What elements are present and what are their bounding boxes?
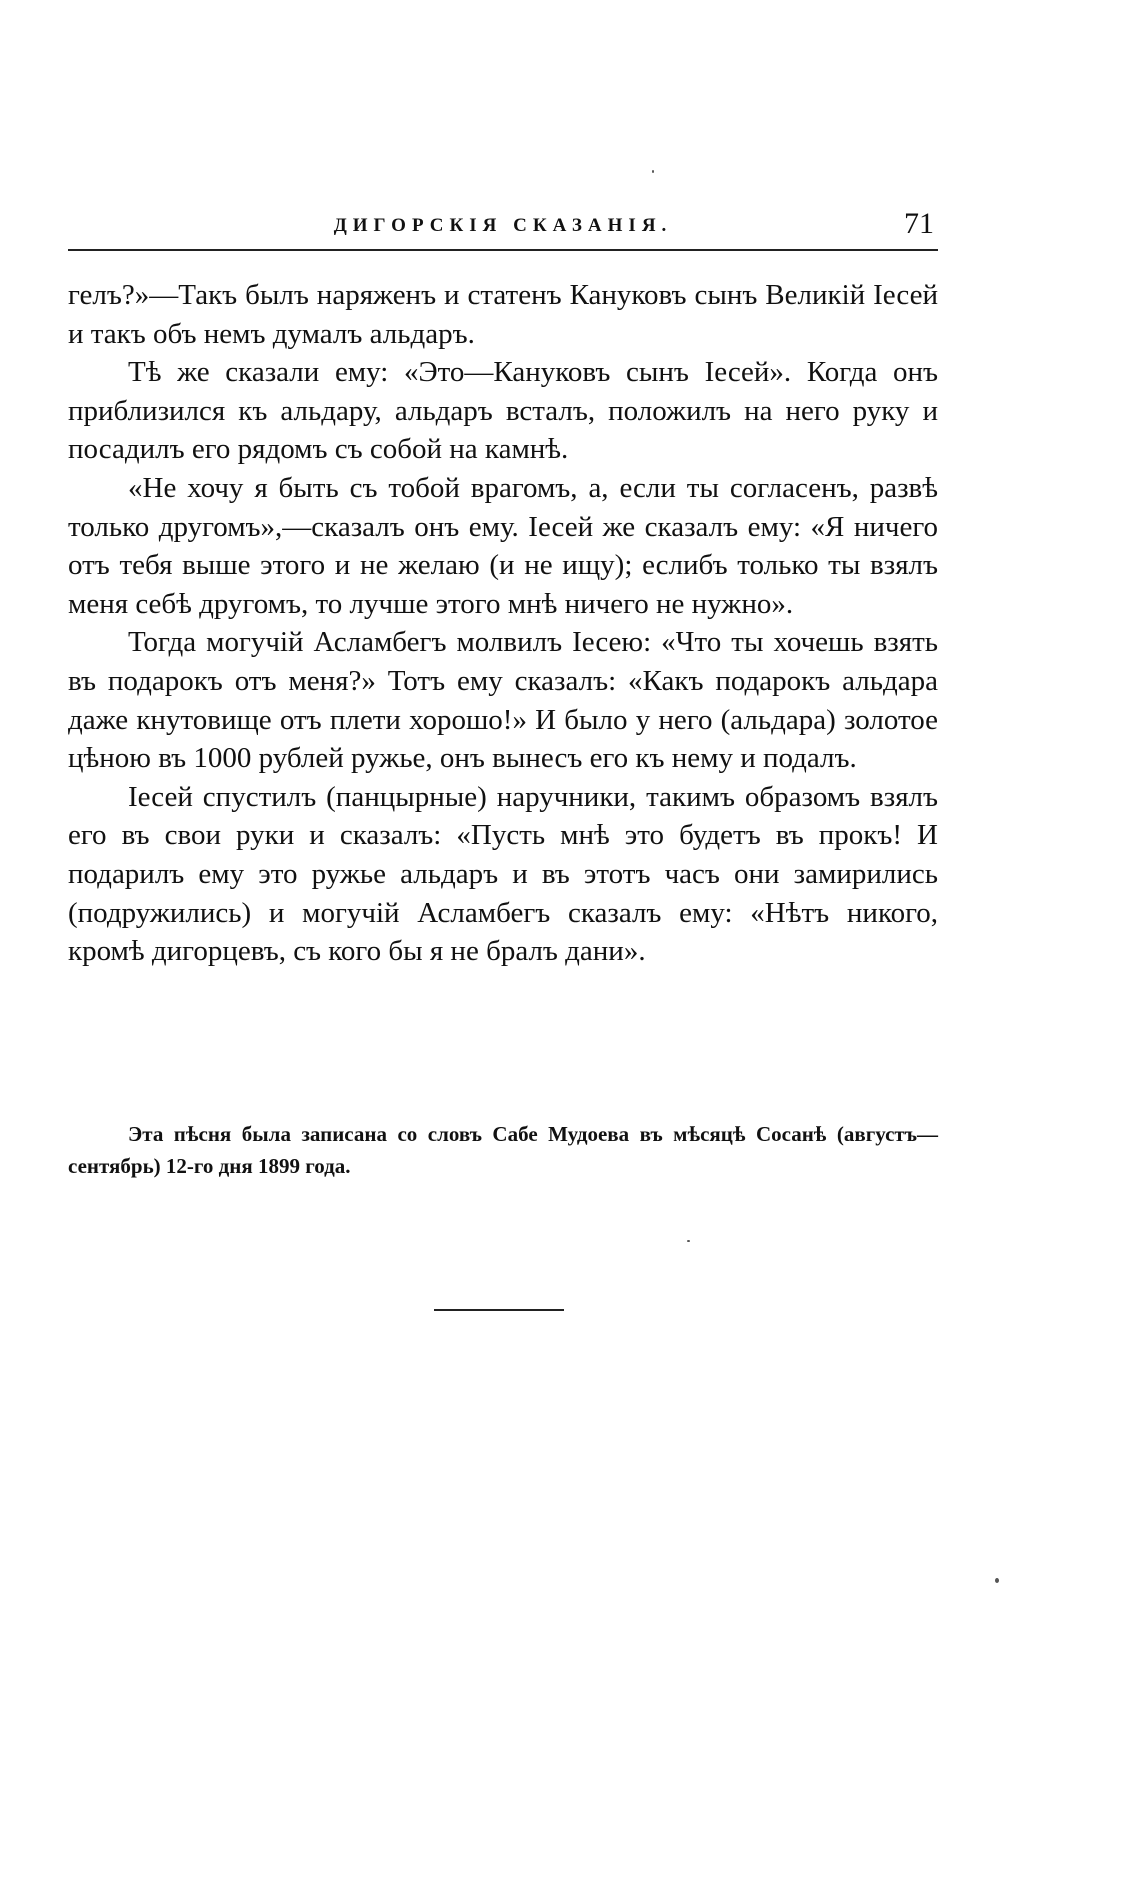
- print-speck: [652, 170, 654, 173]
- end-rule: [434, 1309, 564, 1311]
- page-number: 71: [904, 207, 934, 240]
- running-head: [68, 205, 938, 251]
- body-text: [68, 276, 938, 971]
- running-title: ДИГОРСКІЯ СКАЗАНІЯ.: [333, 215, 673, 236]
- print-speck: [995, 1578, 999, 1583]
- paragraph: Тѣ же сказали ему: «Это—Кануковъ сынъ Іесей». Когда онъ приблизился къ альдару, альдаръ всталъ, положилъ на него руку и посадилъ его рядомъ съ собой на камнѣ.: [68, 356, 938, 466]
- paragraph: Тогда могучій Асламбегъ молвилъ Іесею: «Что ты хочешь взять въ подарокъ отъ меня?» Тотъ ему сказалъ: «Какъ подарокъ альдара даже кнутовище отъ плети хорошо!» И было у него (альдара) золотое цѣною въ 1000 рублей ружье, онъ вынесъ его къ нему и подалъ.: [68, 626, 938, 775]
- footnote: Эта пѣсня была записана со словъ Сабе Мудоева въ мѣсяцѣ Сосанѣ (августъ—сентябрь) 12-го дня 1899 года.: [68, 1122, 938, 1178]
- paragraph: «Не хочу я быть съ тобой врагомъ, а, если ты согласенъ, развѣ только другомъ»,—сказалъ онъ ему. Іесей же сказалъ ему: «Я ничего отъ тебя выше этого и не желаю (и не ищу); еслибъ только ты взялъ меня себѣ другомъ, то лучше этого мнѣ ничего не нужно».: [68, 471, 938, 620]
- header-rule: [68, 249, 938, 251]
- paragraph: Іесей спустилъ (панцырные) наручники, такимъ образомъ взялъ его въ свои руки и сказалъ: «Пусть мнѣ это будетъ въ прокъ! И подарилъ ему это ружье альдаръ и въ этотъ часъ они замирились (подружились) и могучій Асламбегъ сказалъ ему: «Нѣтъ никого, кромѣ дигорцевъ, съ кого бы я не бралъ дани».: [68, 780, 938, 968]
- paragraph: гелъ?»—Такъ былъ наряженъ и статенъ Кануковъ сынъ Великій Іесей и такъ объ немъ думалъ альдаръ.: [68, 279, 938, 350]
- print-speck: [687, 1240, 690, 1242]
